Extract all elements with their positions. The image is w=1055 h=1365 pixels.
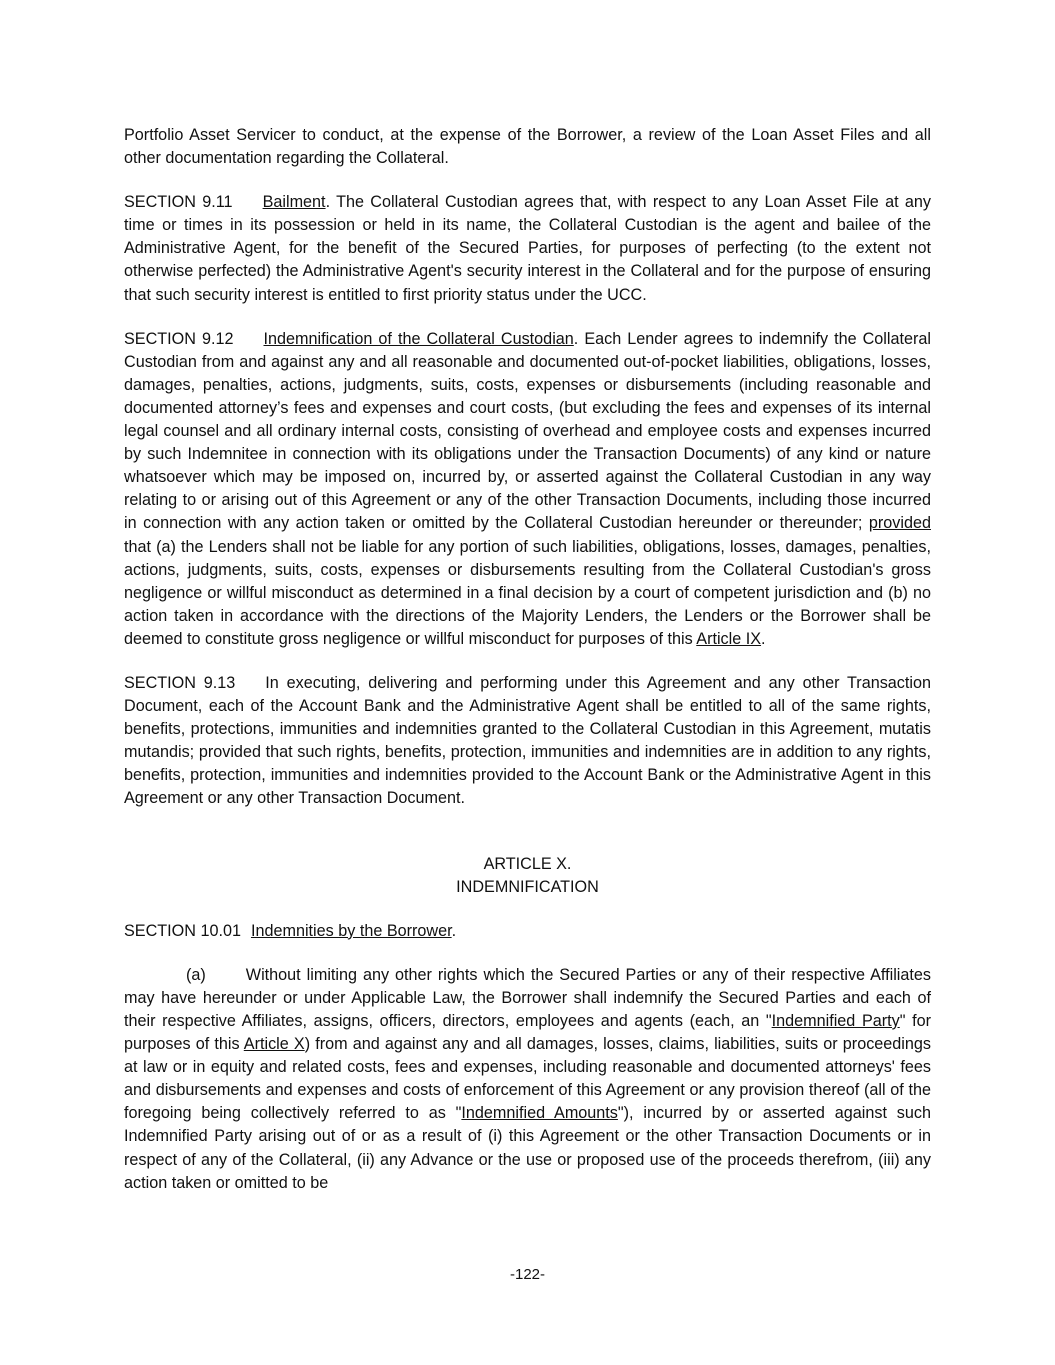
provided-term: provided <box>868 514 931 533</box>
section-9-12: SECTION 9.12 Indemnification of the Collateral Custodian. Each Lender agrees to indemnify the Collateral Custodian from and against any and all reasonable and documented out-of-pocket liabilities, obligations, losses, damages, penalties, actions, judgments, suits, costs, expenses or disbursements (including reasonable and documented attorney’s fees and expenses and court costs, (but excluding the fees and expenses of its internal legal counsel and all ordinary internal costs, consisting of overhead and employee costs and expenses incurred by such Indemnitee in connection with its obligations under the Transaction Documents) of any kind or nature whatsoever which may be imposed on, incurred by, or asserted against the Collateral Custodian in any way relating to or arising out of this Agreement or any of the other Transaction Documents, including those incurred in connection with any action taken or omitted by the Collateral Custodian hereunder or thereunder; provided that (a) the Lenders shall not be liable for any portion of such liabilities, obligations, losses, damages, penalties, actions, judgments, suits, costs, expenses or disbursements resulting from the Collateral Custodian's gross negligence or willful misconduct as determined in a final decision by a court of competent jurisdiction and (b) no action taken in accordance with the directions of the Majority Lenders, the Lenders or the Borrower shall be deemed to constitute gross negligence or willful misconduct for purposes of this Article IX. <box>124 329 931 648</box>
continuation-paragraph: Portfolio Asset Servicer to conduct, at the expense of the Borrower, a review of the Loan Asset Files and all other documentation regarding the Collateral. <box>124 126 931 168</box>
section-heading: Indemnities by the Borrower <box>250 921 452 940</box>
section-body: . Each Lender agrees to indemnify the Collateral Custodian from and against any and all reasonable and documented out-of-pocket liabilities, obligations, losses, damages, penalties, actions, judgments, suits, costs, expenses or disbursements (including reasonable and documented attorney’s fees and expenses and court costs, (but excluding the fees and expenses of its internal legal counsel and all ordinary internal costs, consisting of overhead and employee costs and expenses incurred by such Indemnitee in connection with its obligations under the Transaction Documents) of any kind or nature whatsoever which may be imposed on, incurred by, or asserted against the Collateral Custodian in any way relating to or arising out of this Agreement or any of the other Transaction Documents, including those incurred in connection with any action taken or omitted by the Collateral Custodian hereunder or thereunder; <box>124 329 931 533</box>
article-number: ARTICLE X. <box>483 854 572 873</box>
article-heading <box>124 853 931 899</box>
article-reference: Article IX <box>696 629 762 648</box>
document-page <box>124 124 931 1216</box>
section-heading: Indemnification of the Collateral Custodian <box>263 329 574 348</box>
defined-term-indemnified-party: Indemnified Party <box>771 1012 900 1030</box>
section-9-13 <box>124 672 931 811</box>
defined-term-indemnified-amounts: Indemnified Amounts <box>461 1104 618 1123</box>
article-title: INDEMNIFICATION <box>456 877 599 896</box>
section-number: SECTION 10.01 <box>124 921 241 940</box>
section-number: SECTION 9.13 <box>124 673 236 692</box>
section-10-01: SECTION 10.01 Indemnities by the Borrower. <box>124 921 457 940</box>
subsection-a: (a) Without limiting any other rights which the Secured Parties or any of their respective Affiliates may have hereunder or under Applicable Law, the Borrower shall indemnify the Secured Parties and each of their respective Affiliates, assigns, officers, directors, employees and agents (each, an "Indemnified Party" for purposes of this Article X) from and against any and all damages, losses, claims, liabilities, suits or proceedings at law or in equity and related costs, fees and expenses, including reasonable and documented attorneys' fees and disbursements and expenses and costs of enforcement of this Agreement or any provision thereof (all of the foregoing being collectively referred to as "Indemnified Amounts"), incurred by or asserted against such Indemnified Party arising out of or as a result of (i) this Agreement or the other Transaction Documents or in respect of any of the Collateral, (ii) any Advance or the use or proposed use of the proceeds therefrom, (iii) any action taken or omitted to be <box>124 965 931 1192</box>
page-number: -122- <box>509 1266 546 1283</box>
section-body: In executing, delivering and performing under this Agreement and any other Transaction Document, each of the Account Bank and the Administrative Agent shall be entitled to all of the same rights, benefits, protections, immunities and indemnities granted to the Collateral Custodian in this Agreement, mutatis mutandis; provided that such rights, benefits, protection, immunities and indemnities are in addition to any rights, benefits, protection, immunities and indemnities provided to the Account Bank or the Administrative Agent in this Agreement or any other Transaction Document. <box>124 673 931 808</box>
article-reference: Article X <box>243 1035 305 1054</box>
section-9-11 <box>124 191 931 306</box>
section-body-continued: that (a) the Lenders shall not be liable for any portion of such liabilities, obligations, losses, damages, penalties, actions, judgments, suits, costs, expenses or disbursements resulting from the Collateral Custodian's gross negligence or willful misconduct as determined in a final decision by a court of competent jurisdiction and (b) no action taken in accordance with the directions of the Majority Lenders, the Lenders or the Borrower shall be deemed to constitute gross negligence or willful misconduct for purposes of this <box>124 537 931 648</box>
section-number: SECTION 9.11 <box>124 193 233 212</box>
section-heading: Bailment <box>262 193 326 212</box>
subsection-label: (a) <box>186 965 206 984</box>
section-number: SECTION 9.12 <box>124 329 234 348</box>
section-body: . The Collateral Custodian agrees that, with respect to any Loan Asset File at any time or times in its possession or held in its name, the Collateral Custodian is the agent and bailee of the Administrative Agent, for the benefit of the Secured Parties, for purposes of perfecting (to the extent not otherwise perfected) the Administrative Agent's security interest in the Collateral and for the purpose of ensuring that such security interest is entitled to first priority status under the UCC. <box>124 193 932 304</box>
